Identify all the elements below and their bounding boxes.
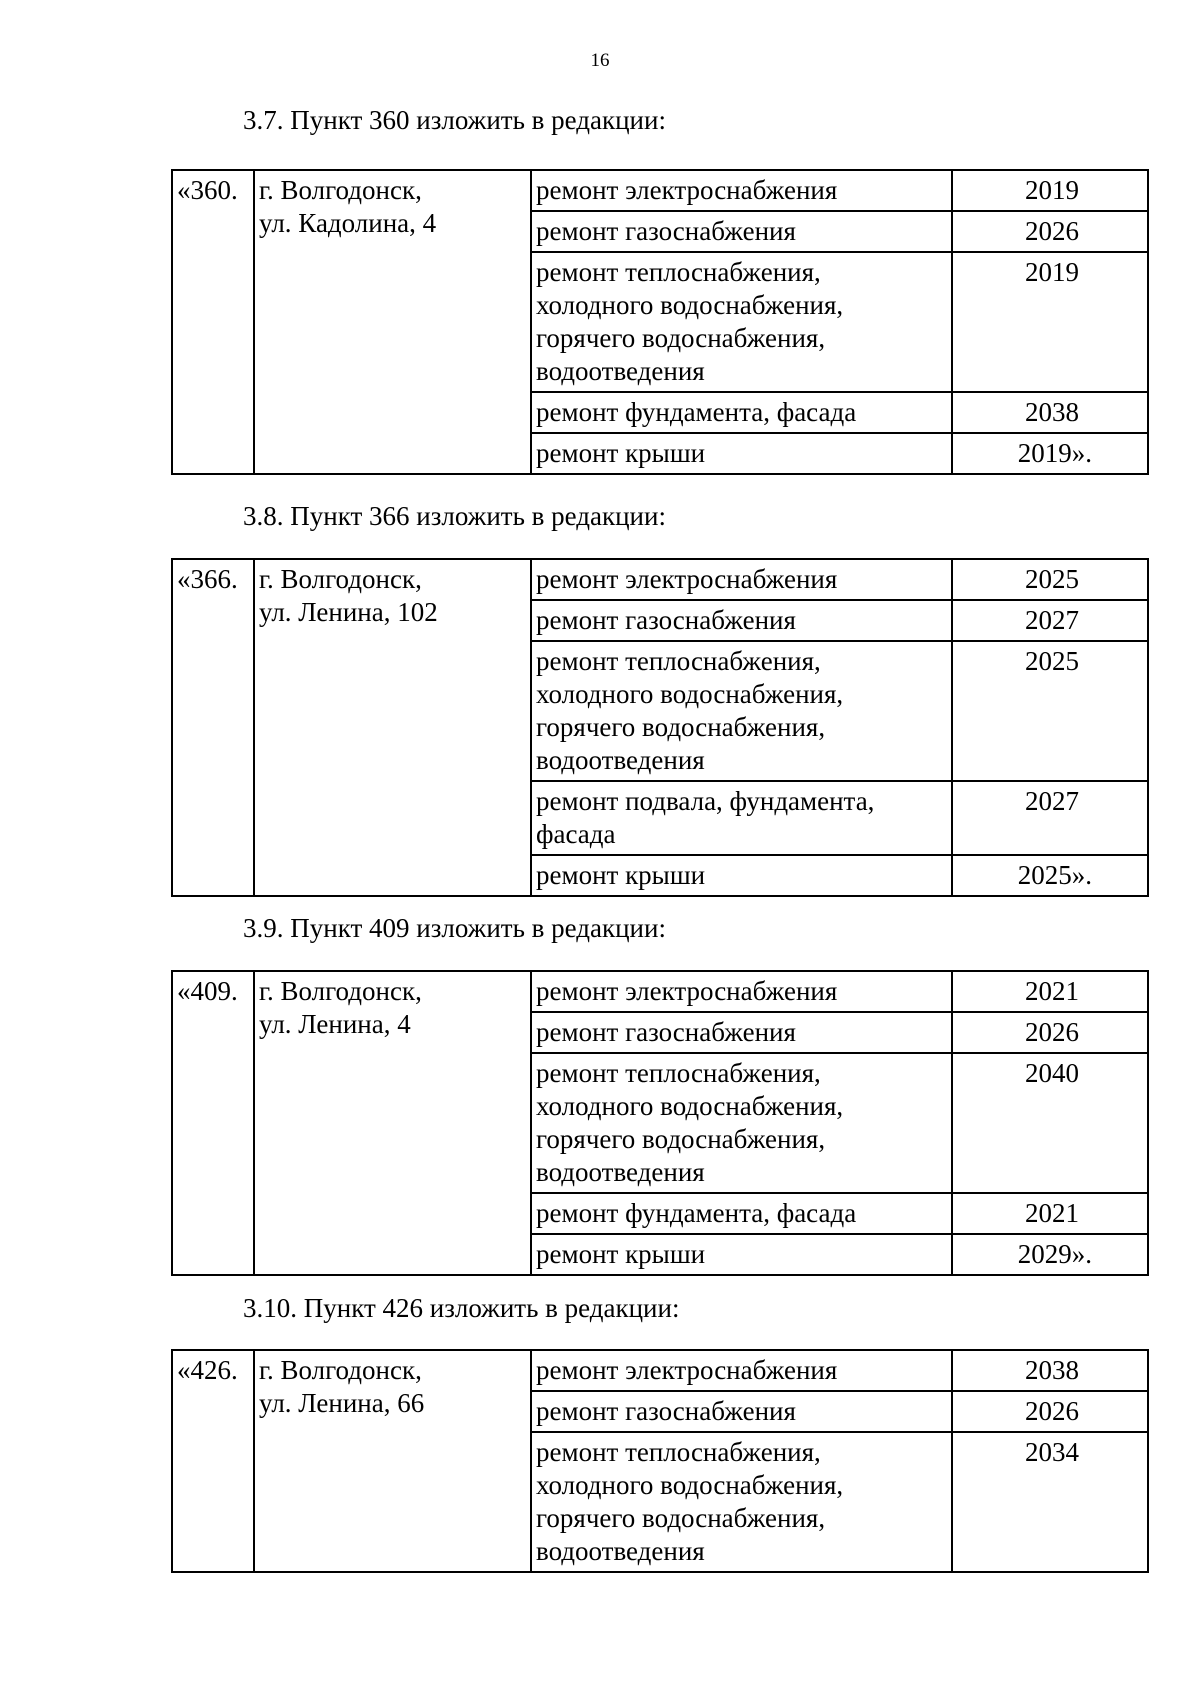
work-year: 2038 <box>952 392 1148 433</box>
work-year: 2021 <box>952 971 1148 1012</box>
work-type: ремонт крыши <box>531 855 952 896</box>
work-year: 2021 <box>952 1193 1148 1234</box>
work-year: 2027 <box>952 781 1148 855</box>
work-type: ремонт газоснабжения <box>531 1012 952 1053</box>
work-year: 2038 <box>952 1350 1148 1391</box>
page-number: 16 <box>590 50 610 71</box>
work-type: ремонт электроснабжения <box>531 559 952 600</box>
section-heading: 3.9. Пункт 409 изложить в редакции: <box>243 913 666 943</box>
section-heading: 3.8. Пункт 366 изложить в редакции: <box>243 501 666 531</box>
item-number: «426. <box>172 1350 254 1572</box>
item-number: «366. <box>172 559 254 896</box>
work-year: 2025 <box>952 641 1148 781</box>
address-cell: г. Волгодонск, ул. Ленина, 102 <box>254 559 531 896</box>
work-year: 2025». <box>952 855 1148 896</box>
work-year: 2019 <box>952 170 1148 211</box>
amendment-table <box>171 1349 1149 1573</box>
work-year: 2034 <box>952 1432 1148 1572</box>
work-year: 2029». <box>952 1234 1148 1275</box>
work-type: ремонт теплоснабжения, холодного водоснабжения, горячего водоснабжения, водоотведения <box>531 1053 952 1193</box>
work-year: 2040 <box>952 1053 1148 1193</box>
work-year: 2026 <box>952 211 1148 252</box>
table-row <box>172 1350 1148 1391</box>
address-cell: г. Волгодонск, ул. Ленина, 66 <box>254 1350 531 1572</box>
address-cell: г. Волгодонск, ул. Кадолина, 4 <box>254 170 531 474</box>
work-type: ремонт теплоснабжения, холодного водоснабжения, горячего водоснабжения, водоотведения <box>531 641 952 781</box>
work-type: ремонт газоснабжения <box>531 600 952 641</box>
section-heading: 3.10. Пункт 426 изложить в редакции: <box>243 1293 680 1323</box>
section-heading: 3.7. Пункт 360 изложить в редакции: <box>243 105 666 135</box>
work-year: 2019 <box>952 252 1148 392</box>
work-type: ремонт теплоснабжения, холодного водоснабжения, горячего водоснабжения, водоотведения <box>531 252 952 392</box>
amendment-table <box>171 558 1149 897</box>
amendment-table <box>171 169 1149 475</box>
table-row <box>172 170 1148 211</box>
work-type: ремонт фундамента, фасада <box>531 392 952 433</box>
work-type: ремонт подвала, фундамента, фасада <box>531 781 952 855</box>
work-year: 2026 <box>952 1391 1148 1432</box>
work-year: 2027 <box>952 600 1148 641</box>
address-cell: г. Волгодонск, ул. Ленина, 4 <box>254 971 531 1275</box>
work-type: ремонт крыши <box>531 433 952 474</box>
work-type: ремонт крыши <box>531 1234 952 1275</box>
work-year: 2026 <box>952 1012 1148 1053</box>
item-number: «409. <box>172 971 254 1275</box>
table-row <box>172 559 1148 600</box>
work-type: ремонт теплоснабжения, холодного водоснабжения, горячего водоснабжения, водоотведения <box>531 1432 952 1572</box>
amendment-table <box>171 970 1149 1276</box>
work-year: 2025 <box>952 559 1148 600</box>
table-row <box>172 971 1148 1012</box>
work-type: ремонт электроснабжения <box>531 170 952 211</box>
work-type: ремонт газоснабжения <box>531 1391 952 1432</box>
work-type: ремонт фундамента, фасада <box>531 1193 952 1234</box>
work-type: ремонт электроснабжения <box>531 971 952 1012</box>
work-type: ремонт газоснабжения <box>531 211 952 252</box>
item-number: «360. <box>172 170 254 474</box>
work-year: 2019». <box>952 433 1148 474</box>
work-type: ремонт электроснабжения <box>531 1350 952 1391</box>
